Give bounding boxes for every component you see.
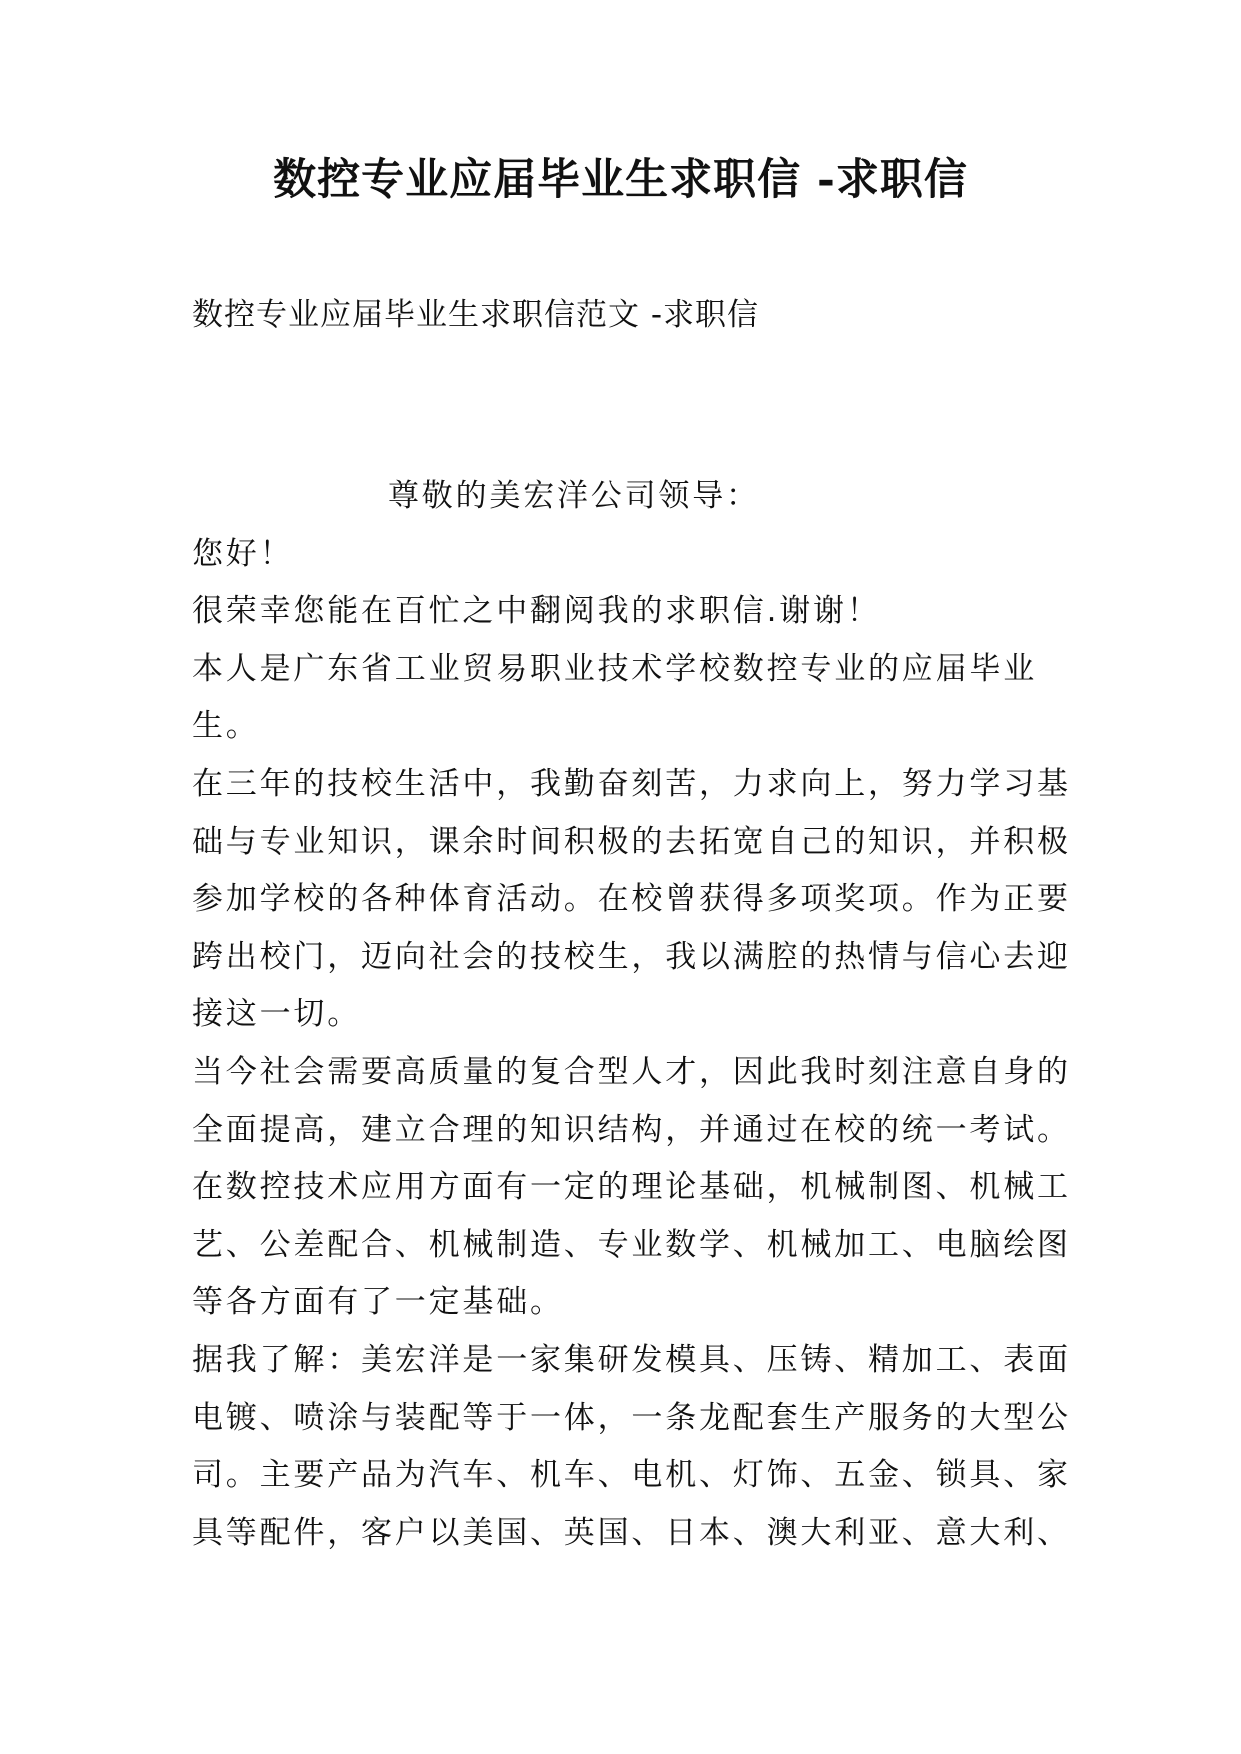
letter-line: 电镀、喷涂与装配等于一体，一条龙配套生产服务的大型公: [192, 1399, 1071, 1436]
letter-line: 在数控技术应用方面有一定的理论基础，机械制图、机械工: [192, 1169, 1071, 1206]
letter-body: [192, 468, 1092, 1562]
letter-line: 跨出校门，迈向社会的技校生，我以满腔的热情与信心去迎: [192, 938, 1071, 975]
letter-line: 当今社会需要高质量的复合型人才，因此我时刻注意自身的: [192, 1053, 1071, 1090]
letter-line: 参加学校的各种体育活动。在校曾获得多项奖项。作为正要: [192, 881, 1071, 918]
letter-line: 在三年的技校生活中，我勤奋刻苦，力求向上，努力学习基: [192, 765, 1071, 802]
letter-line: 等各方面有了一定基础。: [192, 1284, 564, 1321]
letter-salutation: 尊敬的美宏洋公司领导：: [388, 478, 760, 514]
letter-line: 础与专业知识，课余时间积极的去拓宽自己的知识，并积极: [192, 823, 1071, 860]
letter-line: 全面提高，建立合理的知识结构，并通过在校的统一考试。: [192, 1111, 1071, 1148]
document-title: 数控专业应届毕业生求职信 -求职信: [273, 155, 968, 205]
letter-line: 接这一切。: [192, 996, 361, 1033]
letter-line: 据我了解：美宏洋是一家集研发模具、压铸、精加工、表面: [192, 1341, 1071, 1378]
letter-line: 您好！: [192, 535, 294, 572]
document-subtitle: 数控专业应届毕业生求职信范文 -求职信: [192, 297, 760, 333]
letter-line: 本人是广东省工业贸易职业技术学校数控专业的应届毕业: [192, 650, 1037, 687]
letter-line: 生。: [192, 708, 260, 745]
letter-line: 司。主要产品为汽车、机车、电机、灯饰、五金、锁具、家: [192, 1457, 1071, 1494]
letter-line: 艺、公差配合、机械制造、专业数学、机械加工、电脑绘图: [192, 1226, 1071, 1263]
letter-line: 很荣幸您能在百忙之中翻阅我的求职信.谢谢！: [192, 593, 881, 630]
letter-line: 具等配件，客户以美国、英国、日本、澳大利亚、意大利、: [192, 1514, 1071, 1551]
